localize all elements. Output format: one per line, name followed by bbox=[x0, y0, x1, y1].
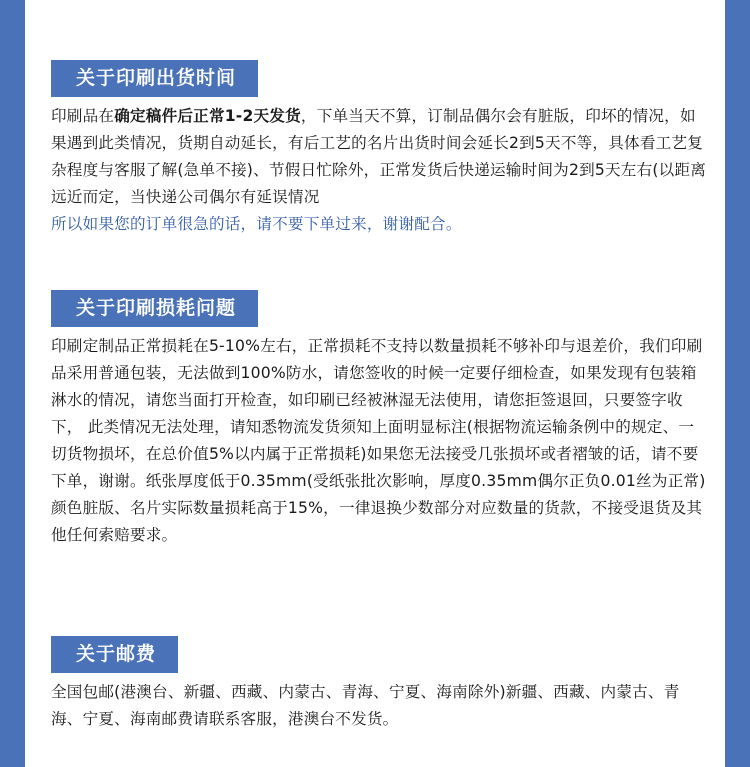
postage-text: 全国包邮(港澳台、新疆、西藏、内蒙古、青海、宁夏、海南除外)新疆、西藏、内蒙古、青海、宁夏、海南邮费请联系客服，港澳台不发货。 bbox=[51, 683, 680, 728]
delivery-text-prefix: 印刷品在 bbox=[51, 107, 115, 125]
delivery-text-highlight: 所以如果您的订单很急的话，请不要下单过来，谢谢配合。 bbox=[51, 215, 462, 233]
print-loss-header: 关于印刷损耗问题 bbox=[51, 290, 258, 327]
print-loss-text: 印刷定制品正常损耗在5-10%左右，正常损耗不支持以数量损耗不够补印与退差价，我们印刷品采用普通包装，无法做到100%防水，请您签收的时候一定要仔细检查，如果发现有包装箱淋水的情况，请您当面打开检查，如印刷已经被淋湿无法使用，请您拒签退回，只要签字收下， 此类情况无法处理，请知悉物流发货须知上面明显标注(根据物流运输条例中的规定、一切货物损坏，在总价值5%以内属于正常损耗)如果您无法接受几张损坏或者褶皱的话，请不要下单，谢谢。纸张厚度低于0.35mm(受纸张批次影响，厚度0.35mm偶尔正负0.01丝为正常)颜色脏版、名片实际数量损耗高于15%，一律退换少数部分对应数量的货款，不接受退货及其他任何索赔要求。 bbox=[51, 337, 706, 544]
postage-header: 关于邮费 bbox=[51, 636, 178, 673]
postage-section bbox=[51, 636, 707, 733]
delivery-text-rest: ，下单当天不算，订制品偶尔会有脏版，印坏的情况，如果遇到此类情况，货期自动延长，有后工艺的名片出货时间会延长2到5天不等，具体看工艺复杂程度与客服了解(急单不接)、节假日忙除外，正常发货后快递运输时间为2到5天左右(以距离远近而定，当快递公司偶尔有延误情况 bbox=[51, 107, 707, 206]
delivery-time-header: 关于印刷出货时间 bbox=[51, 60, 258, 97]
print-loss-section bbox=[51, 290, 707, 549]
delivery-text-bold: 确定稿件后正常1-2天发货 bbox=[114, 107, 301, 125]
delivery-time-text bbox=[51, 103, 707, 238]
delivery-time-section bbox=[51, 60, 707, 238]
info-page bbox=[25, 0, 725, 767]
